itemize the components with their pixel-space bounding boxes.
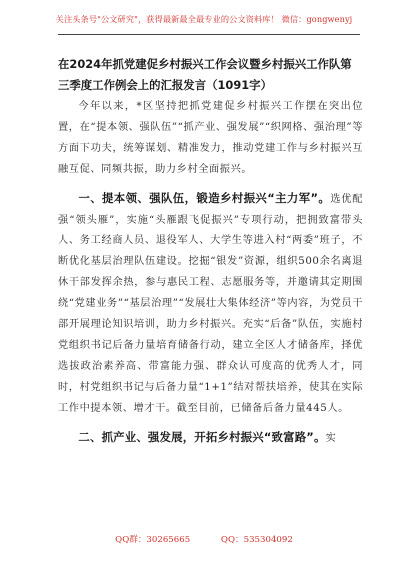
section-1-body: 选优配强“领头雁”，实施“头雁跟飞促振兴”专项行动，把拥致富带头人、务工经商人员、退役军人、大学生等进入村“两委”班子，不断优化基层治理队伍建设。挖掘“银发”资源，组织500余名离退休干部发挥余热，参与惠民工程、志愿服务等，并邀请其定期围绕“党建业务”“基层治理”“发展壮大集体经济”等内容，为党员干部开展理论知识培训，助力乡村振兴。充实“后备”队伍，实施村党组织书记后备力量培育储备行动，建立全区人才储备库，择优选拔政治素养高、带富能力强、群众认可度高的优秀人才，同时，村党组织书记与后备力量“1+1”结对帮扶培养，使其在实际工作中提本领、增才干。截至目前，已储备后备力量445人。 <box>58 193 363 414</box>
section-1-paragraph <box>58 188 363 420</box>
footer-contact <box>0 533 408 545</box>
section-2-heading: 二、抓产业、强发展，开拓乡村振兴“致富路”。 <box>78 429 326 444</box>
section-1-heading: 一、提本领、强队伍，锻造乡村振兴“主力军”。 <box>78 190 331 205</box>
footer-qq: QQ：535304092 <box>220 535 293 545</box>
intro-paragraph: 今年以来，*区坚持把抓党建促乡村振兴工作摆在突出位置，在“提本领、强队伍”“抓产业、强发展”“织网格、强治理”等方面下功夫，统筹谋划、精准发力，推动党建工作与乡村振兴互融互促、同频共振，助力乡村全面振兴。 <box>58 101 363 175</box>
document-body <box>58 97 363 450</box>
section-2-paragraph <box>58 427 363 450</box>
footer-qq-group: QQ群：30265665 <box>115 535 191 545</box>
section-2-body: 实 <box>325 432 337 444</box>
document-title: 在2024年抓党建促乡村振兴工作会议暨乡村振兴工作队第三季度工作例会上的汇报发言（1091字） <box>58 57 352 92</box>
header-divider <box>58 34 360 35</box>
header-notice: 关注头条号"公文研究"，获得最新最全最专业的公文资料库！ 微信：gongwenyj <box>55 14 353 24</box>
